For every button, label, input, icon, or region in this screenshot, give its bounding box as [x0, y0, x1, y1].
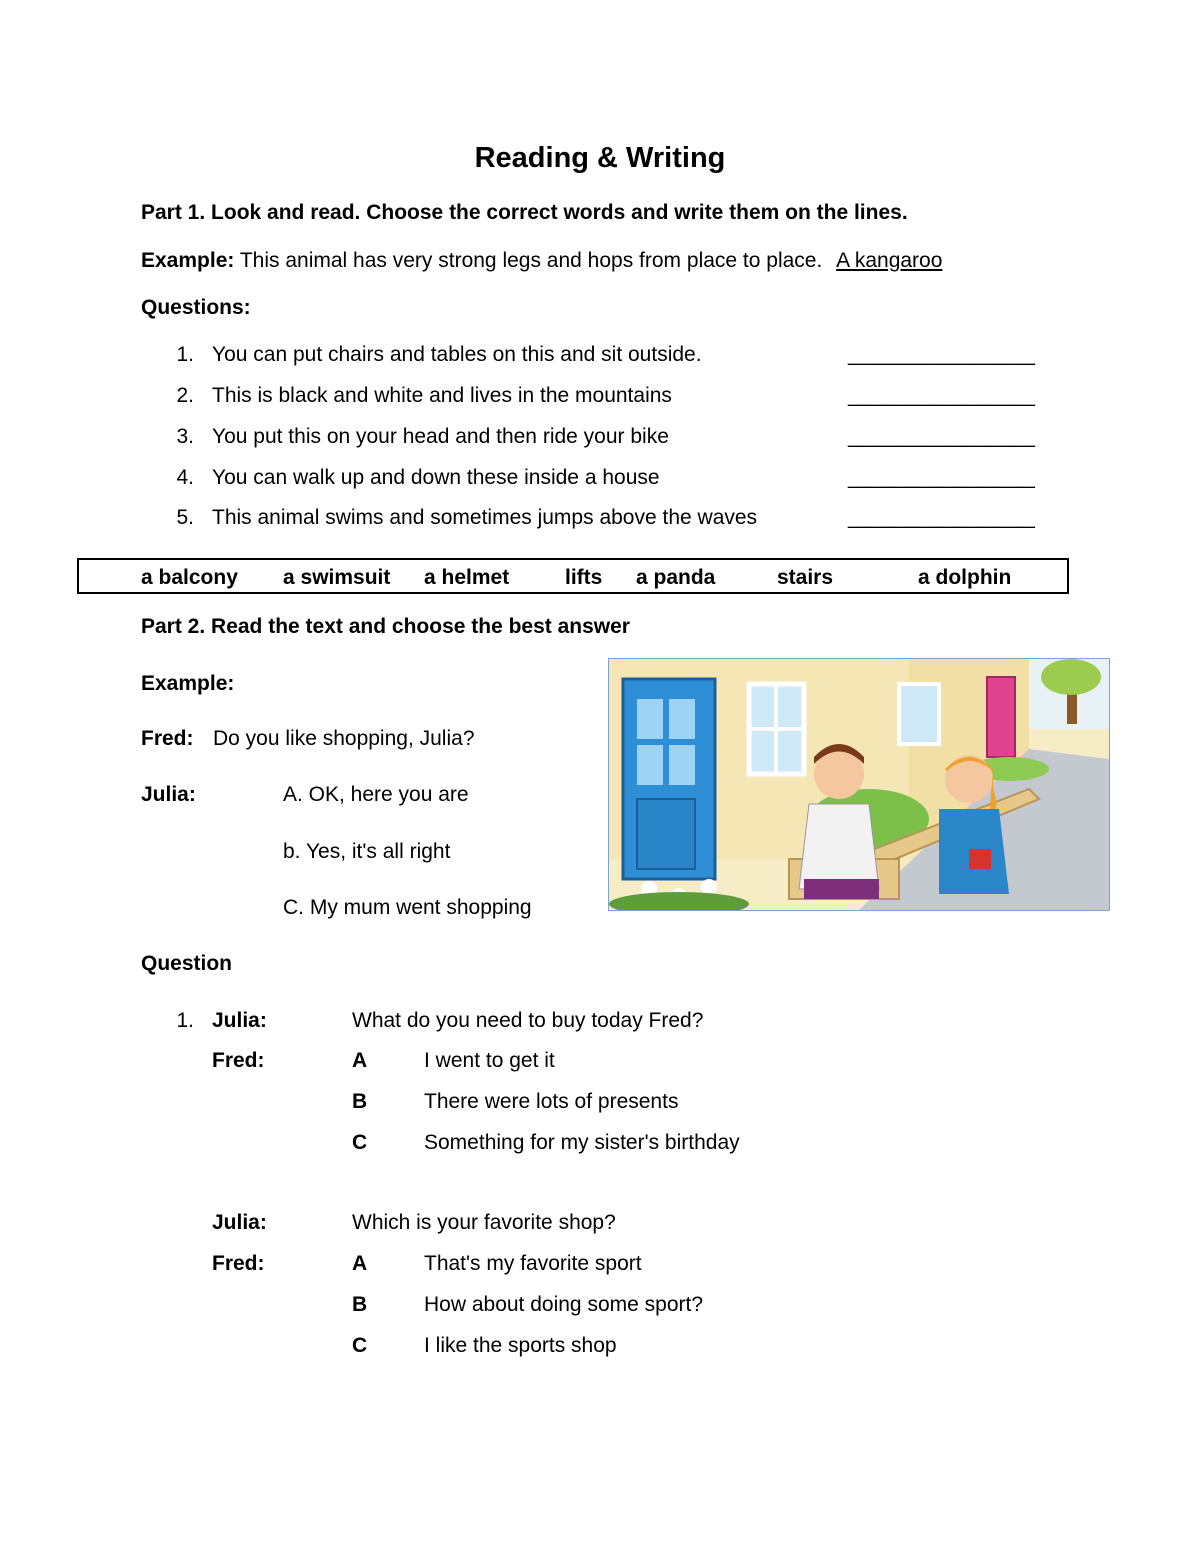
dialogue-line: What do you need to buy today Fred? [352, 1009, 704, 1032]
answer-blank[interactable]: ________________ [848, 466, 1035, 489]
answer-blank[interactable]: ________________ [848, 425, 1035, 448]
option-text[interactable]: How about doing some sport? [424, 1293, 703, 1316]
dialogue-line: Do you like shopping, Julia? [213, 727, 475, 750]
question-label: Question [141, 952, 233, 975]
word-bank-item: a swimsuit [283, 566, 391, 589]
part1-example [141, 248, 942, 274]
questions-label: Questions: [141, 296, 251, 319]
speaker-label: Julia: [212, 1009, 267, 1032]
example-label: Example: [141, 672, 235, 695]
speaker-label: Fred: [141, 727, 194, 750]
question-text: This animal swims and sometimes jumps above the waves [212, 506, 758, 529]
question-text: You put this on your head and then ride your bike [212, 425, 669, 448]
question-number: 4. [176, 466, 194, 489]
question-number: 2. [176, 384, 194, 407]
example-option: C. My mum went shopping [283, 896, 532, 919]
question-text: This is black and white and lives in the mountains [212, 384, 672, 407]
page-title: Reading & Writing [474, 142, 726, 174]
question-text: You can walk up and down these inside a house [212, 466, 660, 489]
illustration-image [608, 658, 1110, 911]
option-text[interactable]: I went to get it [424, 1049, 555, 1072]
word-bank [77, 558, 1069, 594]
example-option: A. OK, here you are [283, 783, 469, 806]
option-text[interactable]: I like the sports shop [424, 1334, 617, 1357]
example-text: This animal has very strong legs and hops from place to place. [239, 249, 823, 272]
speaker-label: Julia: [212, 1211, 267, 1234]
example-label: Example: [141, 249, 235, 272]
option-letter[interactable]: A [352, 1049, 368, 1072]
question-number: 1. [176, 343, 194, 366]
speaker-label: Fred: [212, 1252, 265, 1275]
option-text[interactable]: There were lots of presents [424, 1090, 679, 1113]
dialogue-line: Which is your favorite shop? [352, 1211, 616, 1234]
word-bank-item: lifts [565, 566, 603, 589]
question-number: 3. [176, 425, 194, 448]
option-letter[interactable]: B [352, 1293, 368, 1316]
word-bank-item: a helmet [424, 566, 510, 589]
option-letter[interactable]: B [352, 1090, 368, 1113]
word-bank-item: stairs [777, 566, 834, 589]
option-letter[interactable]: A [352, 1252, 368, 1275]
question-number: 5. [176, 506, 194, 529]
part2-heading: Part 2. Read the text and choose the best answer [141, 615, 630, 638]
speaker-label: Julia: [141, 783, 196, 806]
word-bank-item: a balcony [141, 566, 238, 589]
word-bank-item: a dolphin [918, 566, 1012, 589]
answer-blank[interactable]: ________________ [848, 384, 1035, 407]
question-text: You can put chairs and tables on this and sit outside. [212, 343, 702, 366]
speaker-label: Fred: [212, 1049, 265, 1072]
option-letter[interactable]: C [352, 1334, 368, 1357]
question-number: 1. [176, 1009, 194, 1032]
option-text[interactable]: That's my favorite sport [424, 1252, 642, 1275]
part1-heading: Part 1. Look and read. Choose the correct words and write them on the lines. [141, 201, 908, 224]
example-option: b. Yes, it's all right [283, 840, 451, 863]
option-text[interactable]: Something for my sister's birthday [424, 1131, 740, 1154]
example-answer: A kangaroo [836, 249, 943, 272]
answer-blank[interactable]: ________________ [848, 343, 1035, 366]
answer-blank[interactable]: ________________ [848, 506, 1035, 529]
word-bank-item: a panda [636, 566, 716, 589]
option-letter[interactable]: C [352, 1131, 368, 1154]
